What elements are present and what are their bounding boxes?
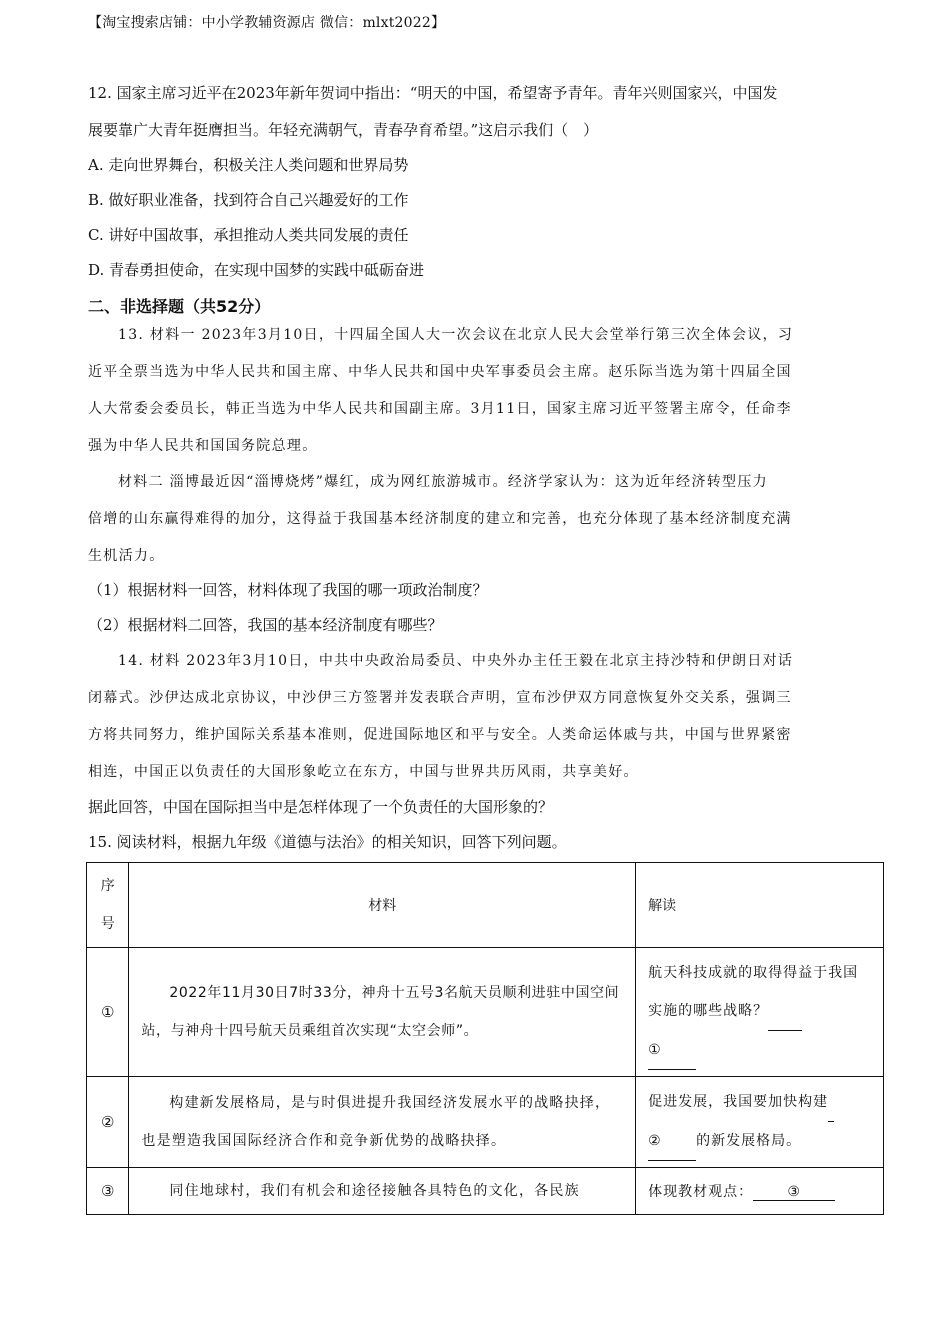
table-row (87, 1168, 884, 1215)
row1-material-cell (129, 948, 636, 1077)
row1-seq: ① (87, 948, 129, 1077)
q12-option-a: A. 走向世界舞台，积极关注人类问题和世界局势 (88, 156, 409, 174)
answer-blank-3[interactable]: ③ (753, 1184, 835, 1201)
header-seq-line-2: 号 (100, 916, 115, 932)
q12-stem-line-1: 12. 国家主席习近平在2023年新年贺词中指出：“明天的中国，希望寄予青年。青年兴则国家兴，中国发 (88, 84, 778, 102)
header-material: 材料 (129, 863, 636, 948)
row3-interpretation-cell (636, 1168, 884, 1215)
header-interpretation: 解读 (636, 863, 884, 948)
row1-material: 2022年11月30日7时33分，神舟十五号3名航天员顺利进驻中国空间站，与神舟十四号航天员乘组首次实现“太空会师”。 (141, 985, 620, 1039)
row2-interpretation-cell (636, 1077, 884, 1168)
q13-material1-line-4: 强为中华人民共和国国务院总理。 (88, 438, 318, 454)
row1-interpretation-cell (636, 948, 884, 1077)
answer-blank-2[interactable]: ② (648, 1122, 696, 1161)
q13-material1-line-3: 人大常委会委员长，韩正当选为中华人民共和国副主席。3月11日，国家主席习近平签署主席令，任命李 (88, 401, 792, 417)
row2-material: 构建新发展格局，是与时俱进提升我国经济发展水平的战略抉择，也是塑造我国国际经济合作和竞争新优势的战略抉择。 (141, 1095, 611, 1149)
q13-subquestion-2: （2）根据材料二回答，我国的基本经济制度有哪些？ (88, 616, 443, 634)
row3-material: 同住地球村，我们有机会和途径接触各具特色的文化，各民族 (169, 1183, 580, 1199)
q13-subquestion-1: （1）根据材料一回答，材料体现了我国的哪一项政治制度？ (88, 581, 488, 599)
q13-material2-line-3: 生机活力。 (88, 548, 165, 564)
q13-material2-line-2: 倍增的山东赢得难得的加分，这得益于我国基本经济制度的建立和完善，也充分体现了基本经济制度充满 (88, 511, 792, 527)
header-seq (87, 863, 129, 948)
q12-option-c: C. 讲好中国故事，承担推动人类共同发展的责任 (88, 226, 409, 244)
q14-material-line-2: 闭幕式。沙伊达成北京协议，中沙伊三方签署并发表联合声明，宣布沙伊双方同意恢复外交关系，强调三 (88, 690, 792, 706)
q13-material2-line-1: 材料二 淄博最近因“淄博烧烤”爆红，成为网红旅游城市。经济学家认为：这为近年经济转型压力 (118, 474, 768, 490)
row1-interpretation (636, 948, 883, 1076)
row3-interpretation (636, 1181, 883, 1201)
q12-stem-line-2: 展要靠广大青年挺膺担当。年轻充满朝气，青春孕育希望。”这启示我们（ ） (88, 121, 599, 139)
row2-interp-pre: 促进发展，我国要加快构建 (648, 1094, 829, 1110)
q14-material-line-3: 方将共同努力，维护国际关系基本准则，促进国际地区和平与安全。人类命运体戚与共，中国与世界紧密 (88, 727, 792, 743)
q13-material1-line-2: 近平全票当选为中华人民共和国主席、中华人民共和国中央军事委员会主席。赵乐际当选为第十四届全国 (88, 364, 792, 380)
row2-seq: ② (87, 1077, 129, 1168)
row3-seq: ③ (87, 1168, 129, 1215)
row3-material-cell (129, 1168, 636, 1215)
store-header: 【淘宝搜索店铺：中小学教辅资源店 微信：mlxt2022】 (88, 15, 446, 31)
section-title: 二、非选择题（共52分） (88, 297, 271, 316)
row3-interp-pre: 体现教材观点： (648, 1184, 754, 1200)
row2-interp-post: 的新发展格局。 (696, 1133, 802, 1149)
answer-blank-1[interactable]: ① (648, 1031, 696, 1070)
q14-material-line-4: 相连，中国正以负责任的大国形象屹立在东方，中国与世界共历风雨，共享美好。 (88, 764, 639, 780)
q12-option-b: B. 做好职业准备，找到符合自己兴趣爱好的工作 (88, 191, 409, 209)
table-row (87, 948, 884, 1077)
row2-material-cell (129, 1077, 636, 1168)
header-seq-line-1: 序 (100, 878, 115, 894)
table-row (87, 1077, 884, 1168)
row1-interp-text: 航天科技成就的取得得益于我国实施的哪些战略？ (648, 965, 859, 1019)
q15-stem: 15. 阅读材料，根据九年级《道德与法治》的相关知识，回答下列问题。 (88, 833, 567, 851)
table-header-row (87, 863, 884, 948)
q15-material-table (86, 862, 884, 1215)
q14-question: 据此回答，中国在国际担当中是怎样体现了一个负责任的大国形象的？ (88, 798, 554, 816)
q14-material-line-1: 14. 材料 2023年3月10日，中共中央政治局委员、中央外办主任王毅在北京主持沙特和伊朗日对话 (118, 653, 794, 669)
row2-interpretation (636, 1077, 883, 1167)
q13-material1-line-1: 13. 材料一 2023年3月10日，十四届全国人大一次会议在北京人民大会堂举行第三次全体会议，习 (118, 327, 794, 343)
q12-option-d: D. 青春勇担使命，在实现中国梦的实践中砥砺奋进 (88, 261, 425, 279)
